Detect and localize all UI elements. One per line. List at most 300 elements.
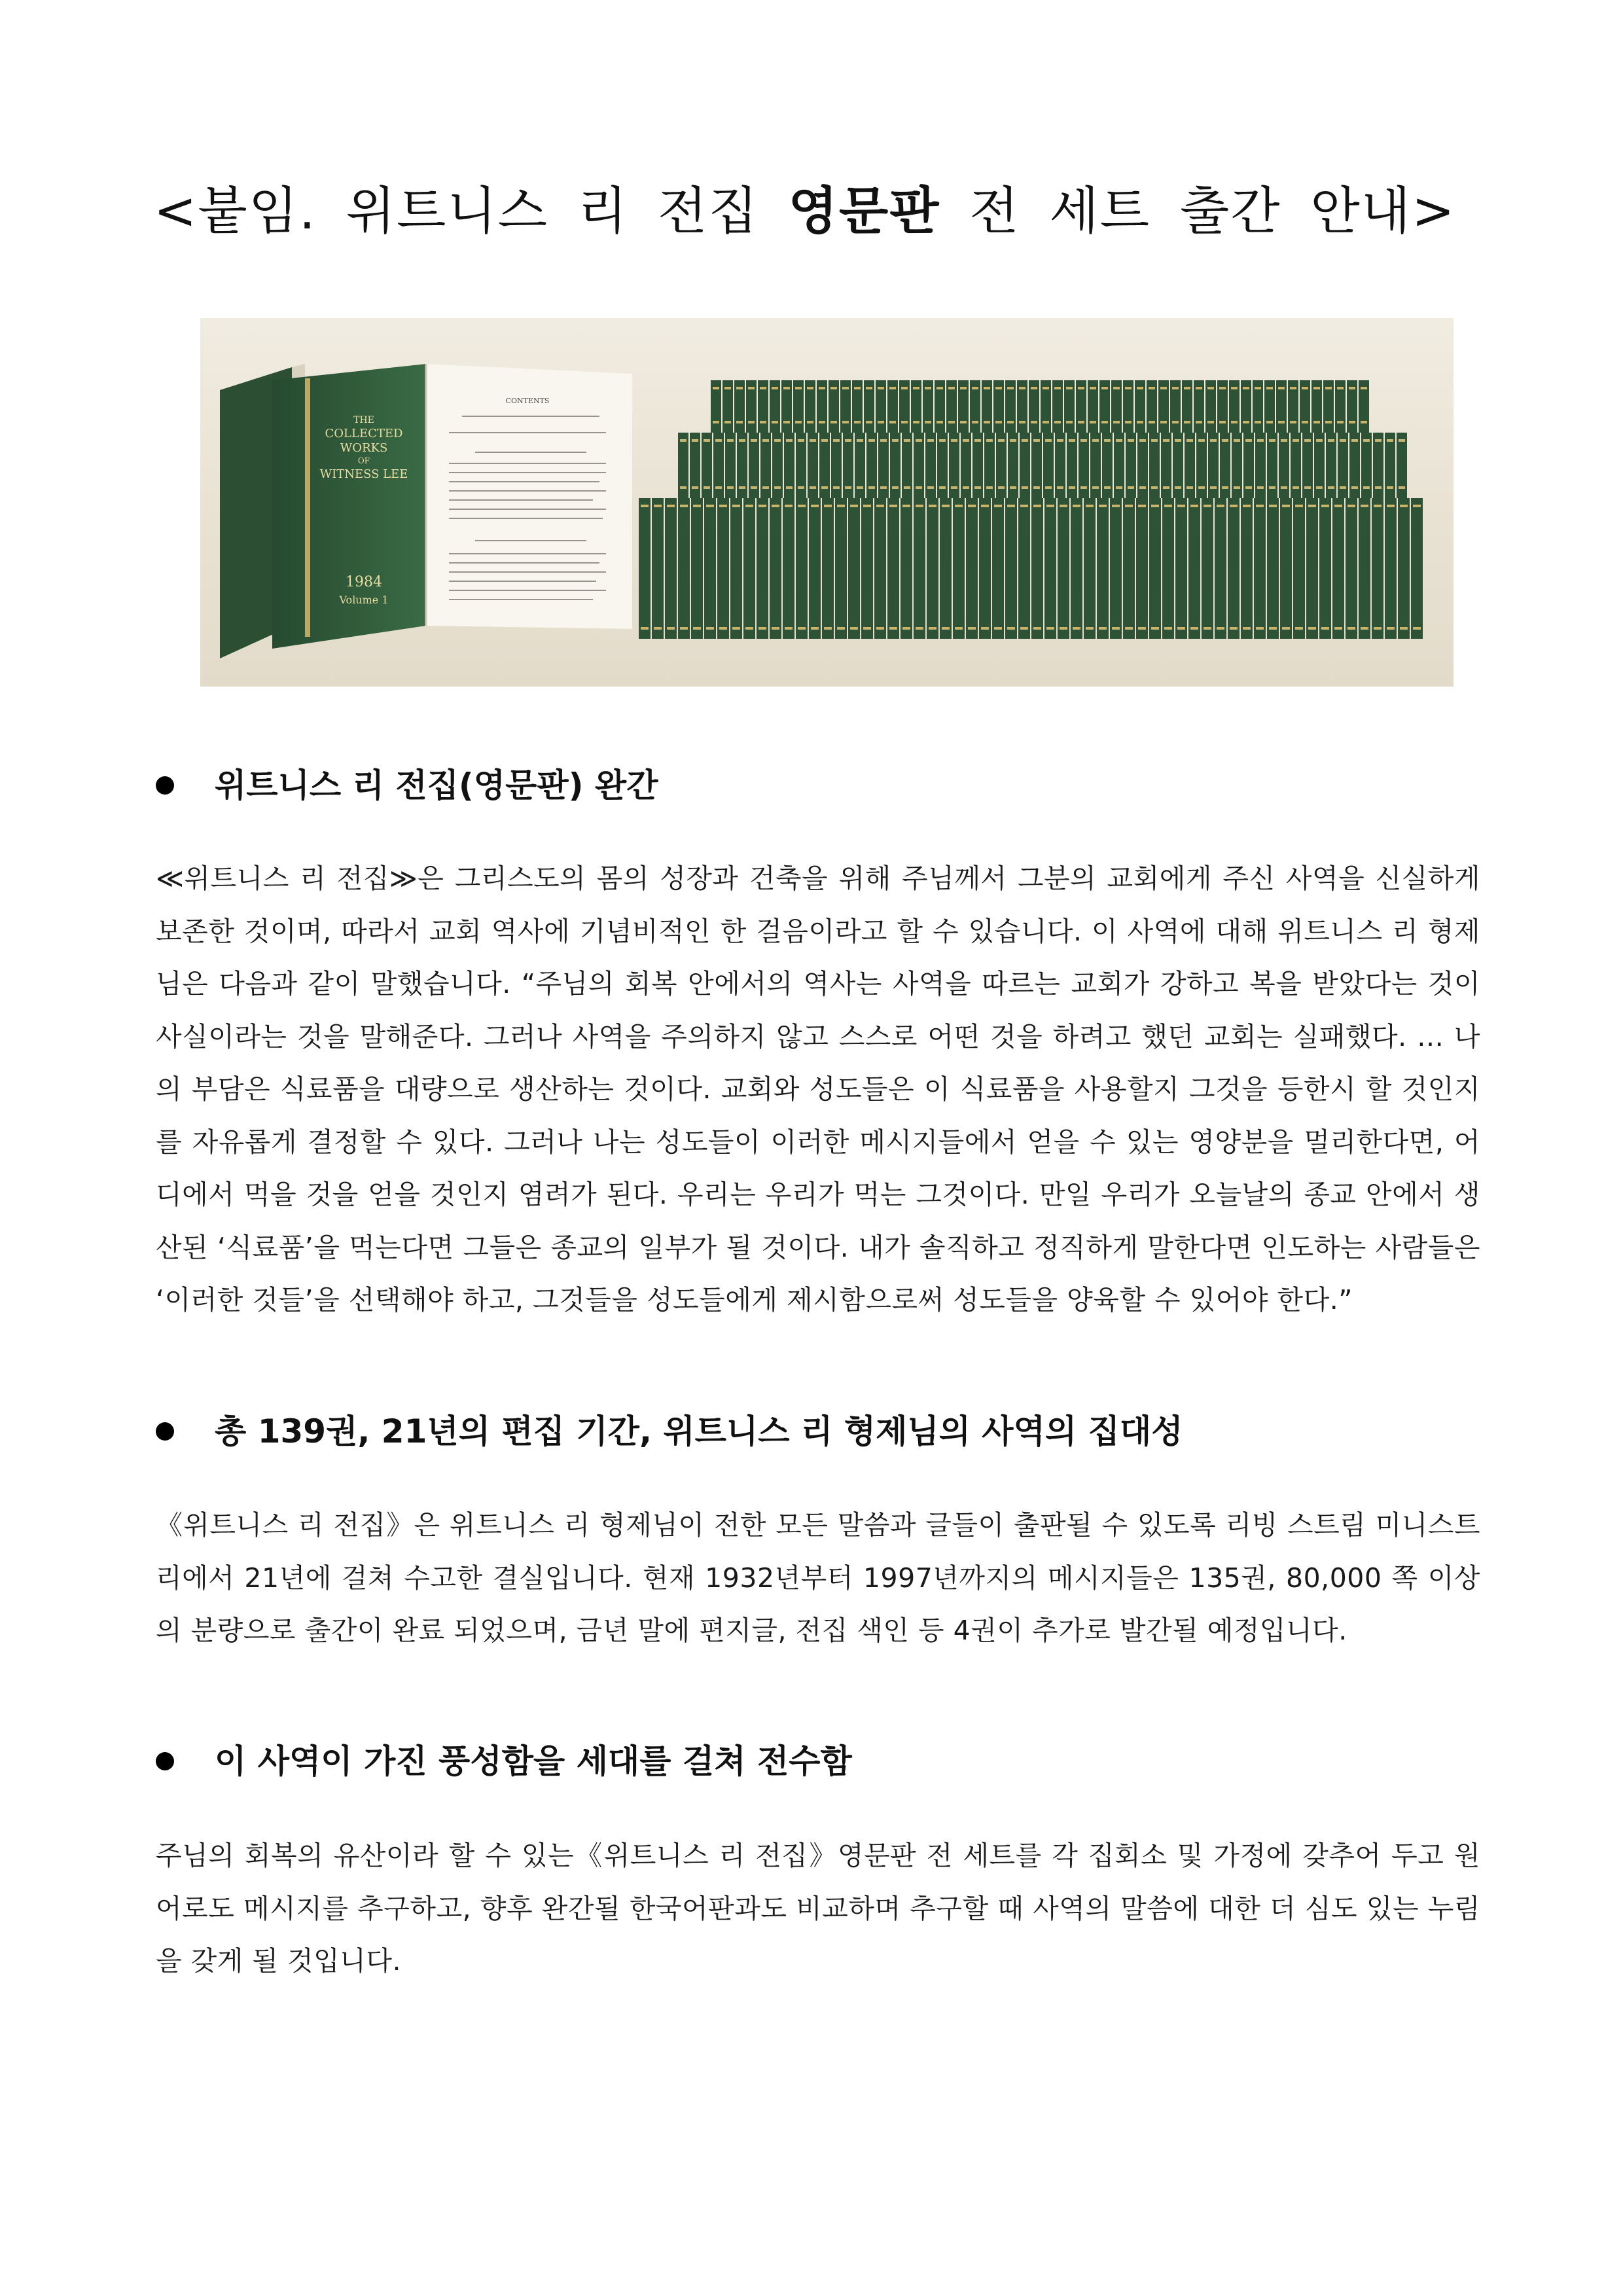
spine-band (960, 421, 967, 423)
book-spine (1162, 498, 1174, 639)
spine-band (1104, 439, 1111, 442)
book-spine (1398, 498, 1410, 639)
spine-band (981, 627, 989, 630)
spine-band (1337, 387, 1344, 389)
spine-band (1046, 505, 1054, 507)
spine-band (1349, 421, 1355, 423)
spine-band (942, 505, 950, 507)
spine-band (972, 387, 978, 389)
spine-band (798, 439, 804, 442)
spine-band (1151, 505, 1159, 507)
title-bold: 영문판 (788, 182, 940, 241)
book-spine (1136, 498, 1148, 639)
spine-band (783, 387, 790, 389)
spine-band (1198, 486, 1205, 489)
book-spine (1385, 498, 1397, 639)
spine-band (1293, 439, 1299, 442)
spine-band (1351, 439, 1358, 442)
spine-band (713, 387, 719, 389)
spine-band (1069, 486, 1075, 489)
spine-band (984, 421, 990, 423)
spine-band (986, 439, 993, 442)
spine-band (868, 486, 875, 489)
spine-band (981, 505, 989, 507)
spine-band (878, 387, 884, 389)
spine-band (1073, 505, 1080, 507)
book-spine (1110, 498, 1122, 639)
spine-band (715, 439, 722, 442)
spine-band (916, 439, 922, 442)
book-spine (1293, 498, 1305, 639)
book-spine (639, 498, 651, 639)
spine-band (760, 387, 766, 389)
spine-band (1302, 387, 1308, 389)
spine-band (968, 505, 976, 507)
spine-band (1033, 439, 1040, 442)
spine-band (811, 505, 819, 507)
spine-band (821, 486, 828, 489)
spine-band (680, 627, 688, 630)
spine-band (1125, 421, 1132, 423)
book-spine (835, 498, 847, 639)
spine-band (1033, 627, 1041, 630)
book-spine (966, 498, 978, 639)
spine-band (1078, 387, 1084, 389)
spine-band (845, 486, 851, 489)
spine-band (1210, 486, 1217, 489)
spine-band (1186, 439, 1193, 442)
spine-band (1163, 486, 1169, 489)
spine-band (758, 627, 766, 630)
spine-band (1007, 387, 1014, 389)
spine-band (810, 486, 816, 489)
spine-band (762, 486, 769, 489)
spine-band (739, 439, 745, 442)
section-heading-1-text: 위트니스 리 전집(영문판) 완간 (215, 766, 658, 804)
spine-band (995, 421, 1002, 423)
spine-band (1163, 439, 1169, 442)
spine-band (1269, 627, 1277, 630)
book-spine (1005, 498, 1017, 639)
spine-band (1340, 439, 1346, 442)
collected-works-photo (200, 318, 1454, 687)
spine-band (1243, 627, 1251, 630)
spine-band (1222, 439, 1228, 442)
book-spine (1280, 498, 1292, 639)
spine-band (1138, 505, 1146, 507)
spine-band (745, 505, 753, 507)
spine-band (1295, 505, 1303, 507)
book-spine (743, 498, 755, 639)
spine-band (1090, 387, 1096, 389)
book-spine (1188, 498, 1200, 639)
spine-band (948, 387, 955, 389)
book-spine (730, 498, 742, 639)
spine-band (916, 505, 923, 507)
books-tier-top (711, 380, 1369, 433)
book-spine (1359, 498, 1370, 639)
book-spine (1332, 498, 1344, 639)
spine-band (1304, 486, 1311, 489)
spine-band (795, 387, 802, 389)
spine-band (798, 505, 806, 507)
book-spine (1241, 498, 1253, 639)
spine-band (1128, 439, 1134, 442)
spine-band (951, 439, 957, 442)
spine-band (837, 505, 845, 507)
spine-band (693, 627, 701, 630)
spine-band (798, 627, 806, 630)
spine-band (1092, 439, 1099, 442)
book-spine (848, 498, 860, 639)
spine-band (810, 439, 816, 442)
spine-band (868, 439, 875, 442)
spine-band (972, 421, 978, 423)
spine-band (1316, 439, 1323, 442)
spine-band (1175, 439, 1181, 442)
book-spine (1175, 498, 1187, 639)
spine-band (1413, 627, 1421, 630)
spine-band (1316, 486, 1323, 489)
spine-band (927, 486, 934, 489)
spine-band (889, 505, 897, 507)
spine-band (811, 627, 819, 630)
spine-band (1113, 387, 1120, 389)
spine-band (1019, 421, 1026, 423)
spine-band (724, 421, 731, 423)
spine-band (772, 505, 779, 507)
spine-band (1219, 421, 1226, 423)
spine-band (774, 439, 781, 442)
spine-band (1151, 627, 1159, 630)
spine-band (1313, 421, 1320, 423)
spine-band (713, 421, 719, 423)
spine-band (772, 387, 778, 389)
spine-band (692, 486, 698, 489)
book-spine (822, 498, 834, 639)
spine-band (901, 387, 908, 389)
spine-band (824, 627, 832, 630)
spine-band (1255, 421, 1261, 423)
spine-band (1207, 387, 1214, 389)
spine-band (1160, 421, 1167, 423)
spine-band (719, 627, 727, 630)
book-spine (796, 498, 808, 639)
book-spine (887, 498, 899, 639)
spine-band (1198, 439, 1205, 442)
spine-band (854, 421, 861, 423)
spine-band (760, 421, 766, 423)
spine-band (667, 627, 675, 630)
spine-band (1164, 505, 1172, 507)
spine-band (901, 421, 908, 423)
spine-band (704, 439, 710, 442)
spine-band (785, 627, 793, 630)
spine-band (704, 486, 710, 489)
spine-band (1101, 387, 1108, 389)
books-tier-middle (678, 433, 1407, 498)
spine-band (1099, 627, 1107, 630)
spine-band (913, 421, 919, 423)
spine-band (1007, 505, 1015, 507)
spine-band (1293, 486, 1299, 489)
spine-band (1321, 505, 1329, 507)
spine-band (641, 627, 649, 630)
spine-band (739, 486, 745, 489)
spine-band (1243, 421, 1249, 423)
spine-band (706, 627, 714, 630)
spine-band (1149, 421, 1155, 423)
book-spine (691, 498, 703, 639)
spine-band (727, 439, 734, 442)
spine-band (1045, 486, 1052, 489)
spine-band (936, 421, 943, 423)
spine-band (892, 486, 899, 489)
spine-band (1321, 627, 1329, 630)
spine-band (1060, 627, 1067, 630)
spine-band (1328, 439, 1334, 442)
section-heading-2 (156, 1408, 1183, 1454)
spine-band (727, 486, 734, 489)
spine-band (1113, 421, 1120, 423)
spine-band (866, 387, 872, 389)
spine-band (1116, 439, 1122, 442)
spine-band (984, 387, 990, 389)
spine-band (1256, 505, 1264, 507)
spine-band (1066, 387, 1073, 389)
spine-band (1031, 421, 1037, 423)
spine-band (842, 421, 849, 423)
spine-band (939, 439, 946, 442)
spine-band (1007, 627, 1015, 630)
spine-band (1164, 627, 1172, 630)
spine-band (857, 486, 863, 489)
book-spine (861, 498, 873, 639)
spine-band (1245, 439, 1252, 442)
spine-band (1138, 627, 1146, 630)
spine-band (1172, 421, 1179, 423)
spine-band (1222, 486, 1228, 489)
spine-band (1308, 505, 1316, 507)
spine-band (1045, 439, 1052, 442)
spine-band (1112, 505, 1120, 507)
book-spine (979, 498, 991, 639)
spine-band (1230, 627, 1238, 630)
spine-band (1347, 505, 1355, 507)
spine-band (963, 439, 969, 442)
spine-band (783, 421, 790, 423)
spine-band (1219, 387, 1226, 389)
book-spine (757, 498, 768, 639)
spine-band (1190, 627, 1198, 630)
book-spine (1071, 498, 1082, 639)
spine-band (1257, 486, 1264, 489)
spine-band (1363, 486, 1370, 489)
spine-band (1031, 387, 1037, 389)
spine-band (1347, 627, 1355, 630)
spine-band (1149, 387, 1155, 389)
spine-band (751, 486, 757, 489)
bullet-icon (156, 1422, 174, 1441)
spine-band (845, 439, 851, 442)
spine-band (863, 627, 871, 630)
spine-band (1046, 627, 1054, 630)
spine-band (1043, 387, 1049, 389)
spine-band (1057, 486, 1063, 489)
spine-band (1207, 421, 1214, 423)
spine-band (654, 627, 662, 630)
spine-band (1399, 439, 1405, 442)
spine-band (745, 627, 753, 630)
spine-band (762, 439, 769, 442)
spine-band (1172, 387, 1179, 389)
spine-band (1020, 627, 1028, 630)
spine-band (680, 486, 687, 489)
book-spine (1123, 498, 1135, 639)
book-spine (1254, 498, 1266, 639)
spine-band (994, 505, 1002, 507)
spine-band (724, 387, 731, 389)
spine-band (1269, 439, 1275, 442)
section-heading-3 (156, 1738, 852, 1784)
spine-band (1116, 486, 1122, 489)
spine-band (1073, 627, 1080, 630)
spine-band (680, 439, 687, 442)
spine-band (786, 486, 793, 489)
spine-band (1217, 627, 1224, 630)
contents-heading: CONTENTS (505, 397, 550, 405)
spine-band (1266, 387, 1273, 389)
bullet-icon (156, 776, 174, 795)
cover-text-2: COLLECTED (325, 427, 403, 440)
spine-band (680, 505, 688, 507)
spine-band (1204, 627, 1211, 630)
book-spine (1228, 498, 1240, 639)
spine-band (863, 505, 871, 507)
spine-band (955, 505, 963, 507)
spine-band (1361, 421, 1367, 423)
spine-band (1256, 627, 1264, 630)
spine-band (1078, 421, 1084, 423)
section-heading-1 (156, 762, 658, 808)
spine-band (1033, 486, 1040, 489)
spine-band (1057, 439, 1063, 442)
spine-band (1361, 627, 1368, 630)
book-spine (704, 498, 716, 639)
cover-text-5: WITNESS LEE (319, 467, 408, 481)
book-spine (809, 498, 821, 639)
spine-band (1184, 421, 1190, 423)
spine-band (1043, 421, 1049, 423)
spine-band (1020, 505, 1028, 507)
spine-band (1269, 486, 1275, 489)
spine-band (1282, 627, 1290, 630)
book-spine (1215, 498, 1226, 639)
section-body-3: 주님의 회복의 유산이라 할 수 있는《위트니스 리 전집》영문판 전 세트를 각 집회소 및 가정에 갖추어 두고 원어로도 메시지를 추구하고, 향후 완간될 한국어판과도 비교하며 추구할 때 사역의 말씀에 대한 더 심도 있는 누림을 갖게 될 것입니다. (156, 1840, 1480, 1977)
spine-band (1290, 387, 1296, 389)
spine-band (951, 486, 957, 489)
spine-band (1177, 505, 1185, 507)
spine-band (1334, 627, 1342, 630)
spine-band (1234, 439, 1240, 442)
spine-band (1399, 486, 1405, 489)
spine-band (986, 486, 993, 489)
spine-band (880, 486, 887, 489)
spine-band (1340, 486, 1346, 489)
spine-band (889, 421, 896, 423)
spine-band (1290, 421, 1296, 423)
spine-band (821, 439, 828, 442)
book-spine (1149, 498, 1161, 639)
spine-band (1066, 421, 1073, 423)
cover-text-3: WORKS (340, 441, 388, 455)
spine-band (1234, 486, 1240, 489)
spine-band (850, 505, 858, 507)
spine-band (1387, 439, 1393, 442)
spine-band (819, 421, 825, 423)
book-spine (1346, 498, 1357, 639)
spine-band (1351, 486, 1358, 489)
spine-band (1361, 505, 1368, 507)
spine-band (1210, 439, 1217, 442)
spine-band (889, 627, 897, 630)
book-spine (914, 498, 925, 639)
spine-band (1278, 421, 1285, 423)
spine-band (1269, 505, 1277, 507)
spine-band (1413, 505, 1421, 507)
book-spine (1319, 498, 1331, 639)
spine-band (1112, 627, 1120, 630)
spine-band (1374, 627, 1382, 630)
book-spine (1372, 498, 1383, 639)
spine-band (706, 505, 714, 507)
spine-band (1019, 387, 1026, 389)
spine-band (693, 505, 701, 507)
spine-band (1308, 627, 1316, 630)
spine-band (1196, 421, 1202, 423)
spine-band (1325, 387, 1332, 389)
spine-band (1022, 439, 1028, 442)
spine-band (1139, 439, 1146, 442)
spine-band (1363, 439, 1370, 442)
spine-band (925, 421, 931, 423)
spine-band (995, 387, 1002, 389)
spine-band (955, 627, 963, 630)
spine-band (1375, 486, 1382, 489)
spine-band (1086, 627, 1094, 630)
spine-band (904, 486, 910, 489)
spine-band (998, 439, 1005, 442)
spine-band (1295, 627, 1303, 630)
spine-band (1080, 439, 1087, 442)
spine-band (807, 421, 813, 423)
spine-band (1217, 505, 1224, 507)
spine-band (1125, 627, 1133, 630)
spine-band (641, 505, 649, 507)
spine-band (878, 421, 884, 423)
book-spine (770, 498, 781, 639)
spine-band (1069, 439, 1075, 442)
spine-band (1175, 486, 1181, 489)
spine-band (876, 505, 884, 507)
spine-band (913, 387, 919, 389)
spine-band (974, 486, 981, 489)
spine-band (876, 627, 884, 630)
book-spine (1411, 498, 1423, 639)
spine-band (736, 387, 743, 389)
spine-band (1282, 505, 1290, 507)
book-spine (652, 498, 664, 639)
